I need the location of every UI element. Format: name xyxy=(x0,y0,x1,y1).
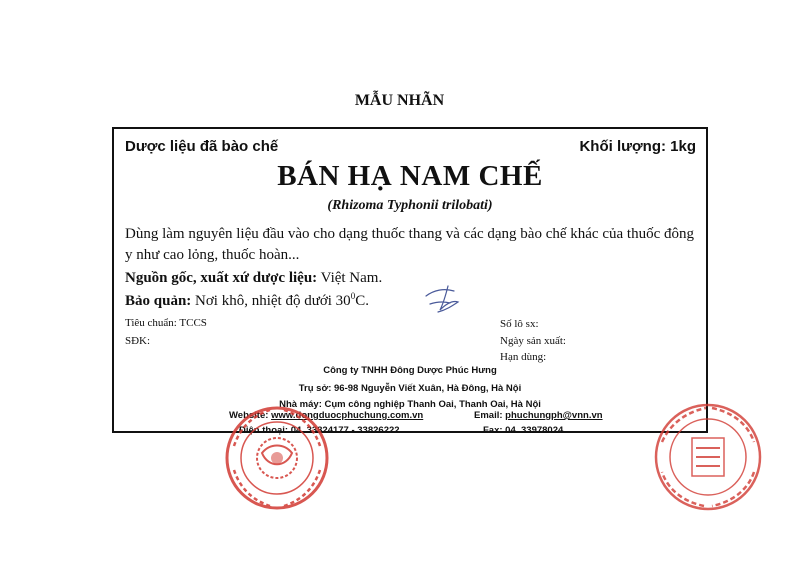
origin-line xyxy=(125,270,382,287)
storage-label: Bảo quản: xyxy=(125,293,192,309)
origin-label: Nguồn gốc, xuất xứ dược liệu: xyxy=(125,270,318,286)
company-name: Công ty TNHH Đông Dược Phúc Hưng xyxy=(323,365,497,376)
product-type: Dược liệu đã bào chế xyxy=(125,138,279,155)
right-seal-icon xyxy=(648,402,768,512)
storage-value: Nơi khô, nhiệt độ dưới 30 xyxy=(191,293,351,309)
origin-value: Việt Nam. xyxy=(317,270,383,286)
page-heading: MẪU NHÃN xyxy=(354,92,445,109)
company-phone: Điện thoại: 04. 33824177 - 33826222 xyxy=(239,425,400,436)
storage-unit: C. xyxy=(355,293,369,309)
latin-name: (Rhizoma Typhonii trilobati) xyxy=(327,198,493,213)
email-link[interactable]: phuchungph@vnn.vn xyxy=(505,410,603,421)
left-seal-icon xyxy=(222,398,332,518)
signature-icon xyxy=(420,282,468,316)
registration-field: SĐK: xyxy=(125,335,151,347)
storage-degree: 0 xyxy=(350,291,356,301)
lot-number-field: Số lô sx: xyxy=(500,318,539,330)
product-name: BÁN HẠ NAM CHẾ xyxy=(277,160,543,192)
standard-field: Tiêu chuẩn: TCCS xyxy=(125,317,207,329)
company-fax: Fax: 04. 33978024 xyxy=(483,425,564,436)
website-link[interactable]: www.dongduocphuchung.com.vn xyxy=(271,410,424,421)
manufacture-date-field: Ngày sản xuất: xyxy=(500,335,566,347)
storage-line xyxy=(125,291,369,310)
company-factory: Nhà máy: Cụm công nghiệp Thanh Oai, Thanh Oai, Hà Nội xyxy=(279,399,541,410)
product-weight: Khối lượng: 1kg xyxy=(579,138,696,155)
website-label: Website: xyxy=(229,410,272,421)
expiry-date-field: Hạn dùng: xyxy=(500,351,547,363)
company-headquarters: Trụ sở: 96-98 Nguyễn Viết Xuân, Hà Đông, Hà Nội xyxy=(298,383,522,394)
usage-description: Dùng làm nguyên liệu đầu vào cho dạng thuốc thang và các dạng bào chế khác của thuốc đông y như cao lỏng, thuốc hoàn... xyxy=(125,226,694,263)
email-label: Email: xyxy=(474,410,506,421)
email-line xyxy=(474,410,603,421)
